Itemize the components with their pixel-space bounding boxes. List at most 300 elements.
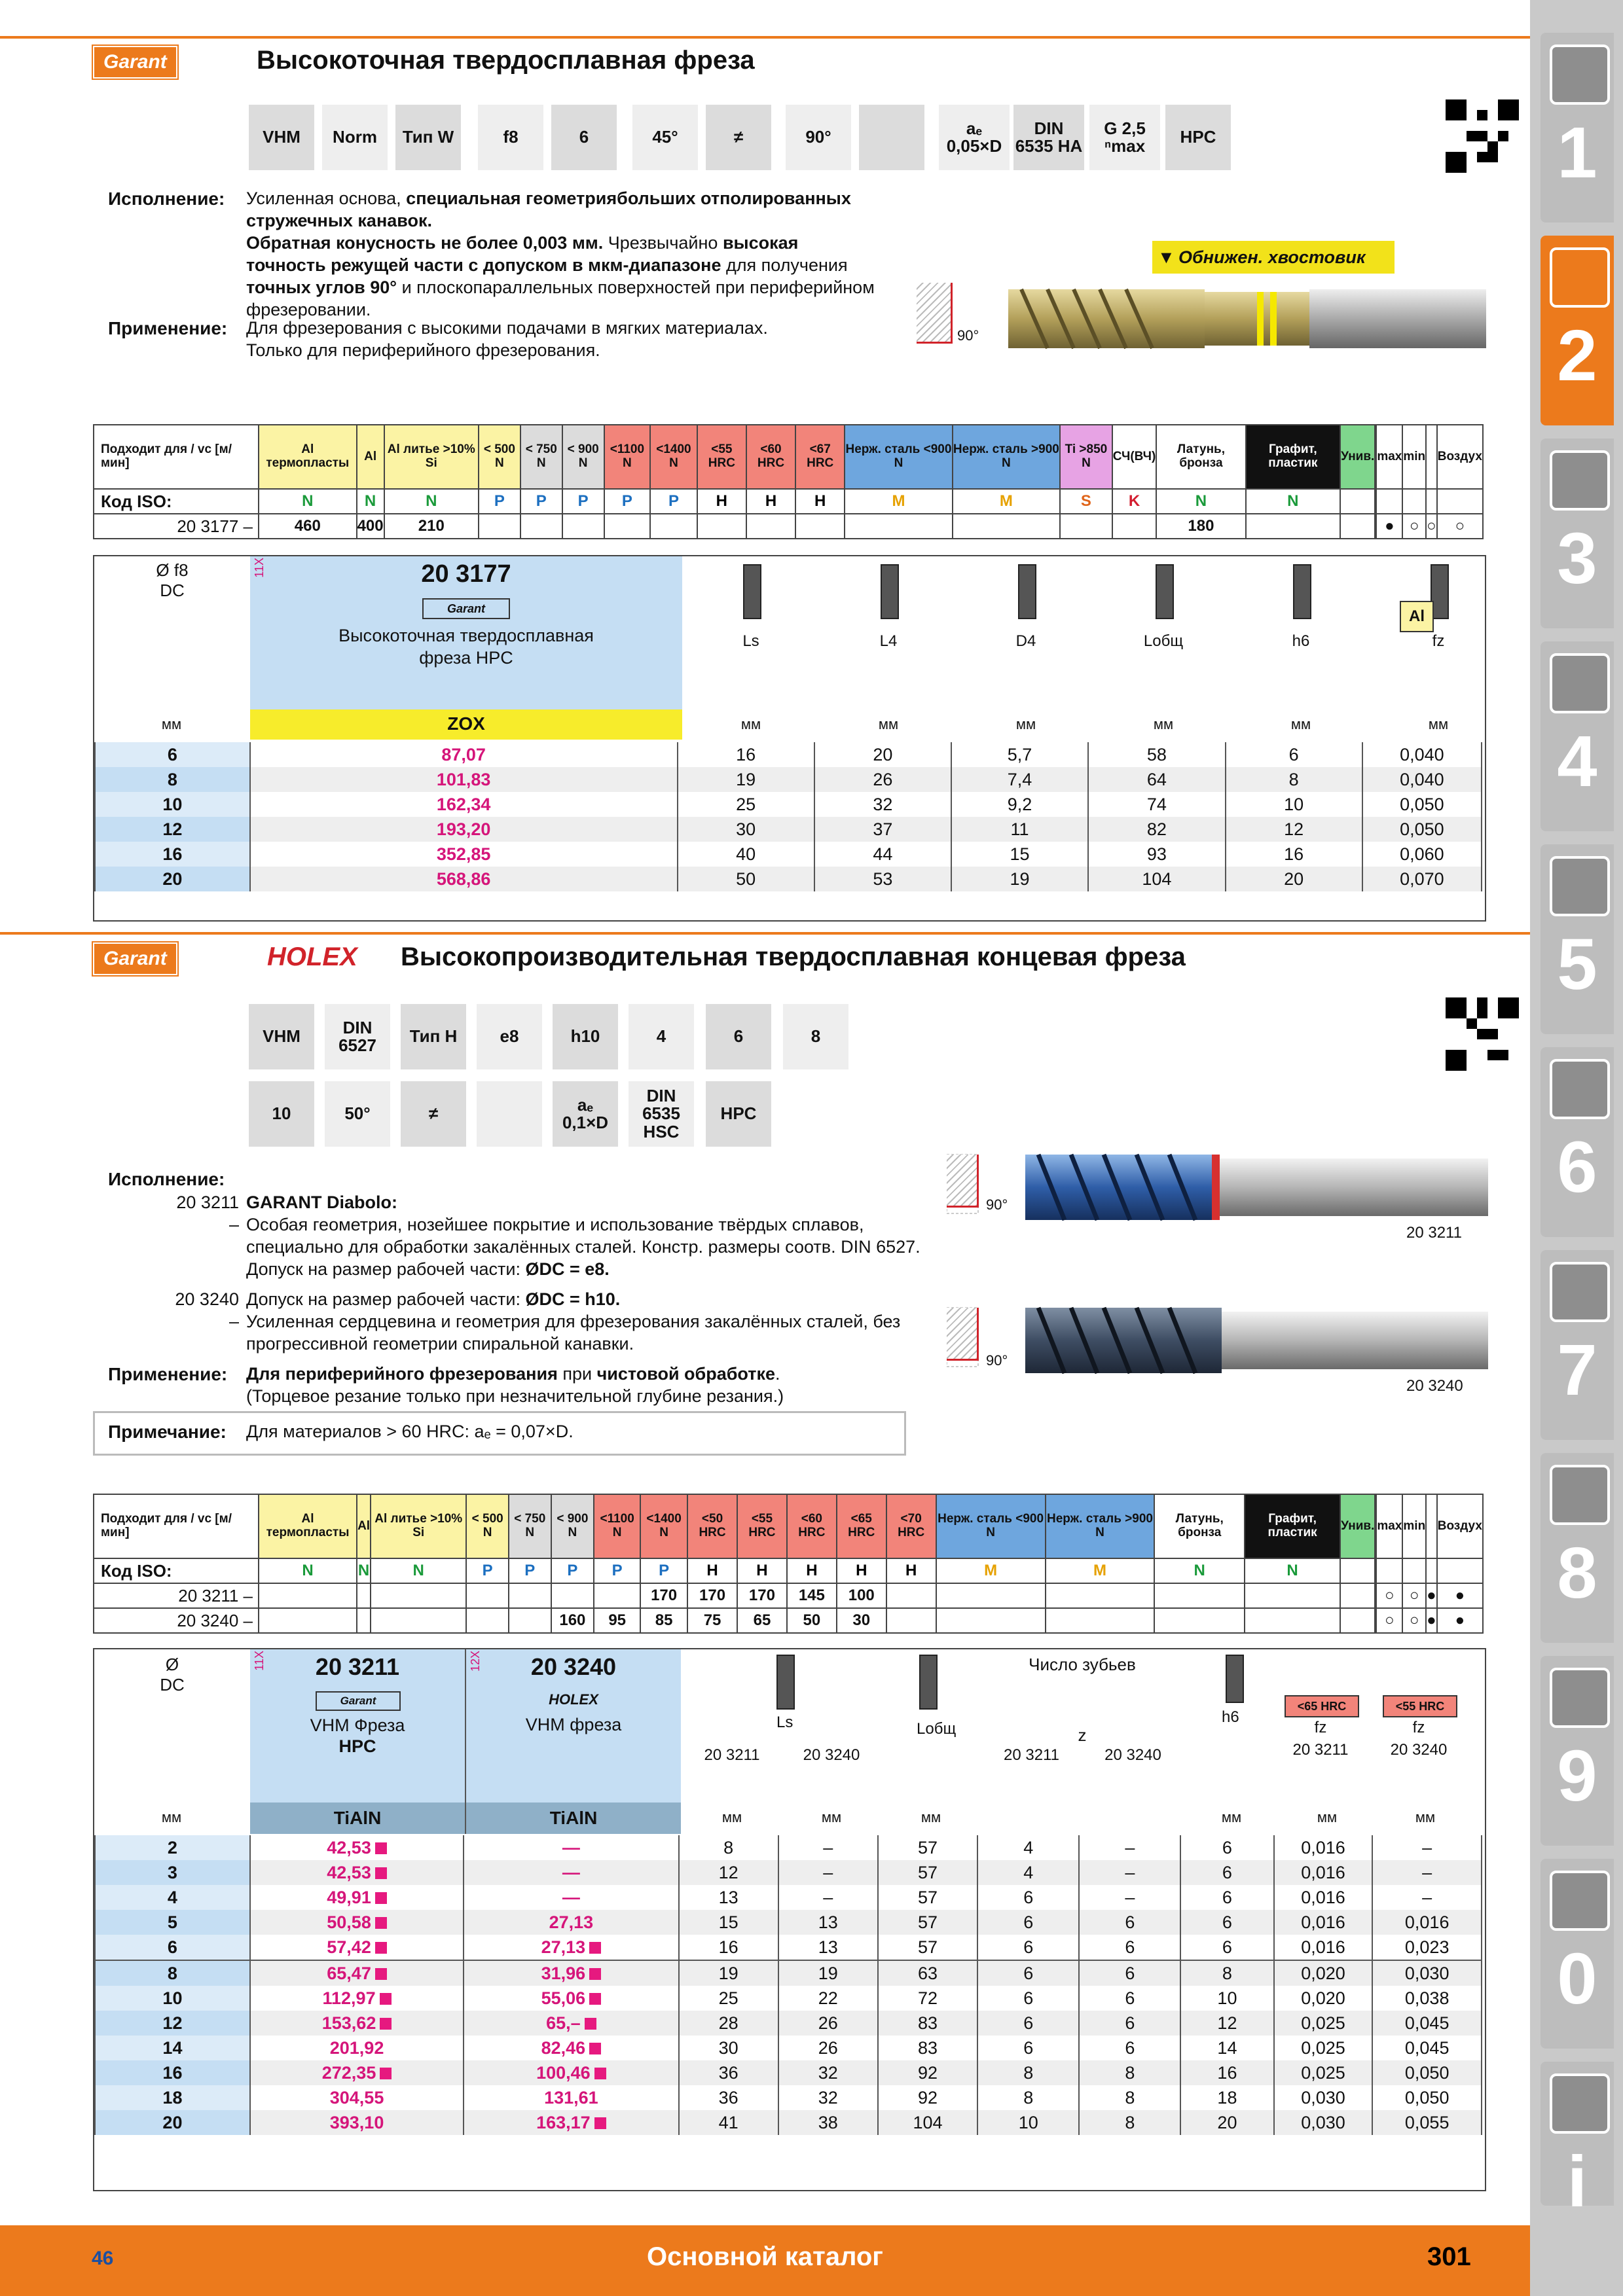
section-divider [0,36,1530,39]
spec-value: 10 [977,2110,1079,2135]
diameter: 5 [95,1910,250,1935]
material-column: Al термопласты [259,425,357,489]
spec-value: 8 [1079,2085,1180,2110]
garant-brand-badge: Garant [422,598,510,619]
application-text: Для фрезерования с высокими подачами в мягких материалах. Только для периферийного фрезерования. [246,318,768,360]
unit-label: мм [878,716,899,732]
cutting-speed: 145 [787,1583,837,1608]
chapter-tab-8[interactable] [1541,1453,1614,1643]
price[interactable]: 131,61 [464,2085,678,2110]
cutting-speed [697,514,746,539]
material-column: <50 HRC [687,1494,737,1558]
spec-value: 0,050 [1372,2060,1482,2085]
price[interactable]: 27,13 [464,1910,678,1935]
price[interactable]: 100,46 [464,2060,678,2085]
diameter: 18 [95,2085,250,2110]
cutting-speed: ● [1376,514,1402,539]
stock-square-icon [380,2018,392,2030]
saw-disc-icon [1550,856,1610,916]
spec-value: 28 [679,2011,778,2036]
spec-value: 0,025 [1274,2011,1373,2036]
angle-90-icon-3 [947,1308,979,1361]
diameter-header-2: Ø DC [160,1655,185,1695]
price[interactable]: — [464,1835,678,1860]
spec-value: 26 [778,2011,878,2036]
price[interactable]: 65,47 [250,1960,464,1986]
price[interactable]: 42,53 [250,1860,464,1885]
stock-square-icon [375,1942,387,1954]
stock-square-icon [589,2043,601,2054]
material-column: <1400 N [650,425,697,489]
spec-value: 104 [878,2110,977,2135]
stock-square-icon [594,2068,606,2079]
spec-value: 12 [679,1860,778,1885]
spec-value: 30 [678,817,814,842]
iso-code: H [737,1558,787,1583]
diameter: 10 [95,1986,250,2011]
chapter-tab-5[interactable] [1541,844,1614,1034]
coating-label: ZOX [447,713,485,734]
material-column: <65 HRC [837,1494,886,1558]
material-table-1 [93,424,1484,539]
reduced-shank-note: ▼ Обнижен. хвостовик [1152,241,1395,274]
material-table-2 [93,1494,1484,1634]
execution-text: Усиленная основа, специальная геометриябольших отполированных стружечных канавок. Обратная конусность не более 0,003 мм. Чрезвычайно высокая точность режущей части с допуском в мкм-диапазоне для получения точных углов 90° и плоскопараллельных поверхностей при периферийном фрезеровании. [246,188,875,319]
spec-value: 25 [679,1986,778,2011]
property-icon: h10 [551,1003,619,1071]
execution-label-2: Исполнение: [108,1169,225,1189]
spec-value: – [1372,1835,1482,1860]
section-divider-2 [0,932,1530,935]
article-sub: 20 3211 [1004,1746,1059,1764]
tool-dimension-icon [776,1655,795,1710]
chapter-tab-4[interactable] [1541,641,1614,831]
spec-value: 8 [1226,767,1362,792]
material-column: Нерж. сталь >900 N [1046,1494,1155,1558]
diameter: 16 [95,842,250,867]
material-column: < 750 N [509,1494,551,1558]
cutting-speed [357,1583,371,1608]
spec-value: 9,2 [951,792,1088,817]
iso-label: Код ISO: [94,489,259,514]
unit-label: мм [740,716,761,732]
diameter: 3 [95,1860,250,1885]
cutting-speed [1154,1583,1245,1608]
price[interactable]: 163,17 [464,2110,678,2135]
iso-label: Код ISO: [94,1558,259,1583]
wrench-screwdriver-icon [1550,1059,1610,1119]
execution-text-2: Допуск на размер рабочей части: ØDC = h10. Усиленная сердцевина и геометрия для фрезерования закалённых сталей, без прогрессивной геометрии спиральной канавки. [246,1289,901,1354]
chapter-number: i [1567,2142,1588,2222]
cutting-speed [357,1608,371,1633]
tool-dimension-icon [743,564,761,619]
material-column: Al литье >10% Si [384,425,479,489]
spec-value: 13 [778,1935,878,1960]
tool-dimension-icon [919,1655,938,1710]
column-label: L4 [879,632,898,650]
stock-square-icon [375,1968,387,1980]
spec-value: 36 [679,2085,778,2110]
cutting-speed [650,514,697,539]
spec-value: 0,040 [1362,767,1482,792]
iso-code: M [936,1558,1046,1583]
chapter-number: 2 [1557,315,1597,396]
tool-case-icon [1550,1465,1610,1525]
spec-value: 37 [814,817,951,842]
diameter: 4 [95,1885,250,1910]
cutting-speed: 170 [737,1583,787,1608]
cutting-speed [1046,1608,1155,1633]
cutting-speed: ○ [1402,1608,1426,1633]
spec-value: 53 [814,867,951,891]
column-label: h6 [1222,1708,1239,1726]
iso-code: S [1060,489,1112,514]
iso-code [1402,1558,1426,1583]
spec-value: 32 [778,2085,878,2110]
property-icon: 6 [550,103,618,171]
garant-brand-badge-2: Garant [316,1691,401,1711]
holex-logo: HOLEX [267,942,357,971]
material-column: Воздух [1437,425,1483,489]
stock-square-icon [375,1892,387,1904]
spec-value: 0,050 [1362,817,1482,842]
chapter-number: 6 [1557,1127,1597,1208]
stock-square-icon [589,1993,601,2005]
price[interactable]: 55,06 [464,1986,678,2011]
pliers-hammer-icon [1550,1262,1610,1322]
property-icon: aₑ 0,05×D [938,103,1011,171]
material-column: Графит, пластик [1245,1494,1340,1558]
spec-value: – [1372,1860,1482,1885]
article-ref-2: 20 3240 – [175,1289,239,1331]
price[interactable]: 27,13 [464,1935,678,1960]
chapter-tab-i[interactable] [1541,2062,1614,2222]
chapter-tab-6[interactable] [1541,1047,1614,1237]
cutting-speed [466,1583,509,1608]
cabinet-icon [1550,1668,1610,1728]
spec-value: 40 [678,842,814,867]
chapter-number: 5 [1557,924,1597,1005]
unit-label: мм [1153,716,1174,732]
column-label: fz [1432,632,1445,650]
spec-value: 32 [778,2060,878,2085]
cutting-speed [594,1583,640,1608]
spec-value: 6 [1180,1910,1273,1935]
spec-value: 13 [778,1910,878,1935]
cutting-speed [845,514,952,539]
unit-label: мм [821,1809,842,1825]
tool-dimension-icon [1156,564,1174,619]
price[interactable]: 162,34 [250,792,678,817]
spec-value: 6 [1079,2036,1180,2060]
property-icon: 10 [247,1080,316,1148]
spec-value: 12 [1180,2011,1273,2036]
spec-value: 6 [1079,2011,1180,2036]
spec-value: 0,038 [1372,1986,1482,2011]
diameter: 8 [95,767,250,792]
spec-value: 32 [814,792,951,817]
spec-value: 26 [778,2036,878,2060]
spec-value: 38 [778,2110,878,2135]
unit-label: мм [1290,716,1311,732]
spec-value: 92 [878,2085,977,2110]
iso-code: P [466,1558,509,1583]
tool-dimension-icon [1226,1655,1244,1703]
iso-code: H [697,489,746,514]
spec-value: 6 [977,1910,1079,1935]
column-label: fz [1412,1719,1425,1736]
price[interactable]: — [464,1885,678,1910]
cutting-speed: 180 [1156,514,1245,539]
spec-value: 6 [1079,1986,1180,2011]
diameter: 14 [95,2036,250,2060]
article-sub: 20 3240 [1390,1741,1448,1759]
tool-dimension-icon [1293,564,1311,619]
price[interactable]: 272,35 [250,2060,464,2085]
price[interactable]: 42,53 [250,1835,464,1860]
diameter: 2 [95,1835,250,1860]
diameter: 6 [95,1935,250,1960]
material-column: Нерж. сталь <900 N [845,425,952,489]
material-column: <60 HRC [746,425,795,489]
spec-value: 0,040 [1362,742,1482,767]
spec-value: 20 [1180,2110,1273,2135]
cutting-speed: 210 [384,514,479,539]
spec-value: 14 [1180,2036,1273,2060]
spec-value: 19 [951,867,1088,891]
iso-code: M [1046,1558,1155,1583]
property-icon: 6 [704,1003,773,1071]
property-icon: G 2,5 ⁿmax [1088,103,1161,171]
spec-value: 57 [878,1860,977,1885]
spec-value: 4 [977,1860,1079,1885]
qr-code-icon [1446,99,1519,173]
cutting-speed [886,1608,936,1633]
spec-value: 58 [1088,742,1225,767]
property-icon [475,1080,543,1148]
z-label: z [1078,1725,1087,1745]
price[interactable]: 304,55 [250,2085,464,2110]
iso-code: N [1245,1558,1340,1583]
price[interactable]: 65,– [464,2011,678,2036]
spec-value: 44 [814,842,951,867]
cutting-speed [371,1583,466,1608]
material-column: Воздух [1437,1494,1483,1558]
cutting-speed: 170 [640,1583,687,1608]
spec-value: 5,7 [951,742,1088,767]
iso-code: N [1154,1558,1245,1583]
cutting-speed [520,514,562,539]
chapter-tab-2[interactable] [1541,236,1614,425]
spec-value: 0,023 [1372,1935,1482,1960]
spec-value: 10 [1180,1986,1273,2011]
spec-value: 57 [878,1885,977,1910]
material-column: <1100 N [594,1494,640,1558]
price[interactable]: 49,91 [250,1885,464,1910]
holex-brand-badge: HOLEX [549,1691,598,1708]
spec-value: 64 [1088,767,1225,792]
qr-code-icon-2 [1446,997,1519,1071]
iso-code [1437,489,1483,514]
stock-square-icon [585,2018,596,2030]
spec-value: 18 [1180,2085,1273,2110]
cutting-speed: 50 [787,1608,837,1633]
spec-value: 7,4 [951,767,1088,792]
cutting-speed [562,514,604,539]
stock-square-icon [589,1942,601,1954]
note-text: Для материалов > 60 HRC: aₑ = 0,07×D. [246,1422,574,1441]
cutting-speed [1112,514,1157,539]
cutting-speed [1154,1608,1245,1633]
material-column: <67 HRC [795,425,845,489]
spec-value: 0,045 [1372,2036,1482,2060]
iso-code: H [687,1558,737,1583]
caliper-icon [1550,653,1610,713]
spec-value: 0,020 [1274,1986,1373,2011]
cutting-speed: ○ [1402,1583,1426,1608]
price[interactable]: 153,62 [250,2011,464,2036]
spec-value: 6 [1180,1860,1273,1885]
material-column: Латунь, бронза [1154,1494,1245,1558]
material-column: <1400 N [640,1494,687,1558]
execution-label: Исполнение: [108,188,225,209]
price[interactable]: 87,07 [250,742,678,767]
hardness-box: <65 HRC [1285,1695,1359,1717]
spec-value: 16 [678,742,814,767]
milling-insert-icon [1550,247,1610,308]
cutting-speed [936,1583,1046,1608]
image-label-203211: 20 3211 [1406,1224,1462,1242]
spec-value: 6 [1226,742,1362,767]
spec-value: 0,020 [1274,1960,1373,1986]
spec-value: 93 [1088,842,1225,867]
cutting-speed [1245,1583,1340,1608]
stock-square-icon [375,1842,387,1854]
iso-code [1426,489,1437,514]
iso-code: N [1156,489,1245,514]
spec-value: – [1079,1885,1180,1910]
pack-count-2: 12X [469,1651,482,1672]
chapter-tab-bar [1530,0,1623,2296]
price[interactable]: 393,10 [250,2110,464,2135]
spec-value: 26 [814,767,951,792]
unit-label: мм [1221,1809,1242,1825]
property-icon [858,103,926,171]
price[interactable]: 352,85 [250,842,678,867]
application-label-2: Применение: [108,1364,228,1384]
chapter-number: 0 [1557,1939,1597,2019]
spec-value: 6 [977,1986,1079,2011]
spec-value: 30 [679,2036,778,2060]
price[interactable]: 57,42 [250,1935,464,1960]
iso-code: P [520,489,562,514]
material-column: Al [357,1494,371,1558]
cutting-speed [1046,1583,1155,1608]
chapter-tab-7[interactable] [1541,1250,1614,1440]
material-column: Графит, пластик [1246,425,1341,489]
price[interactable]: 193,20 [250,817,678,842]
price[interactable]: 201,92 [250,2036,464,2060]
image-label-203240: 20 3240 [1406,1377,1463,1395]
spec-value: 57 [878,1910,977,1935]
article-sub: 20 3211 [704,1746,760,1764]
unit-label: мм [1317,1809,1338,1825]
spec-value: 104 [1088,867,1225,891]
stock-square-icon [375,1917,387,1929]
iso-code: P [604,489,651,514]
spec-value: 6 [977,2011,1079,2036]
chapter-tab-3[interactable] [1541,439,1614,628]
spec-value: 83 [878,2011,977,2036]
material-column: Латунь, бронза [1156,425,1245,489]
unit-label: мм [1428,716,1449,732]
cutting-speed: 65 [737,1608,787,1633]
property-icon: DIN 6527 [323,1003,392,1071]
chapter-tab-1[interactable] [1541,33,1614,223]
material-column: Нерж. сталь <900 N [936,1494,1046,1558]
page-number-left: 46 [92,2248,114,2269]
teeth-label: Число зубьев [1029,1655,1136,1674]
spec-value: 19 [679,1960,778,1986]
column-label: Ls [776,1713,793,1731]
price[interactable]: 112,97 [250,1986,464,2011]
price[interactable]: 31,96 [464,1960,678,1986]
spec-value: 8 [1079,2110,1180,2135]
spec-value: 83 [878,2036,977,2060]
price[interactable]: 568,86 [250,867,678,891]
material-column: <60 HRC [787,1494,837,1558]
material-column: < 900 N [562,425,604,489]
section-title: Высокоточная твердосплавная фреза [257,46,755,75]
property-icon: 90° [784,103,852,171]
stock-square-icon [375,1867,387,1879]
diameter: 12 [95,817,250,842]
spec-value: 0,060 [1362,842,1482,867]
drill-icon [1550,45,1610,105]
material-column: Al литье >10% Si [371,1494,466,1558]
material-column: <55 HRC [697,425,746,489]
material-column: Ti >850 N [1060,425,1112,489]
spec-value: 41 [679,2110,778,2135]
cutting-speed [1060,514,1112,539]
spec-value: 20 [1226,867,1362,891]
property-icon: DIN 6535 HA [1012,103,1085,171]
stock-square-icon [594,2117,606,2129]
note-label: Примечание: [108,1422,227,1442]
spec-value: 8 [1079,2060,1180,2085]
diameter: 10 [95,792,250,817]
fz-material-box: Al [1400,601,1434,632]
spec-value: 11 [951,817,1088,842]
spec-value: 16 [679,1935,778,1960]
column-label: Lобщ [917,1720,957,1738]
chapter-tab-0[interactable] [1541,1859,1614,2049]
cutting-speed [466,1608,509,1633]
chapter-tab-9[interactable] [1541,1656,1614,1846]
material-column: <55 HRC [737,1494,787,1558]
material-column: СЧ(ВЧ) [1112,425,1157,489]
cutting-speed [259,1583,357,1608]
price[interactable]: — [464,1860,678,1885]
price[interactable]: 82,46 [464,2036,678,2060]
price[interactable]: 101,83 [250,767,678,792]
spec-value: 0,016 [1274,1860,1373,1885]
iso-code: P [479,489,520,514]
iso-code [1402,489,1426,514]
price[interactable]: 50,58 [250,1910,464,1935]
cutting-speed [1340,514,1375,539]
end-mill-image-203240 [947,1301,1490,1380]
